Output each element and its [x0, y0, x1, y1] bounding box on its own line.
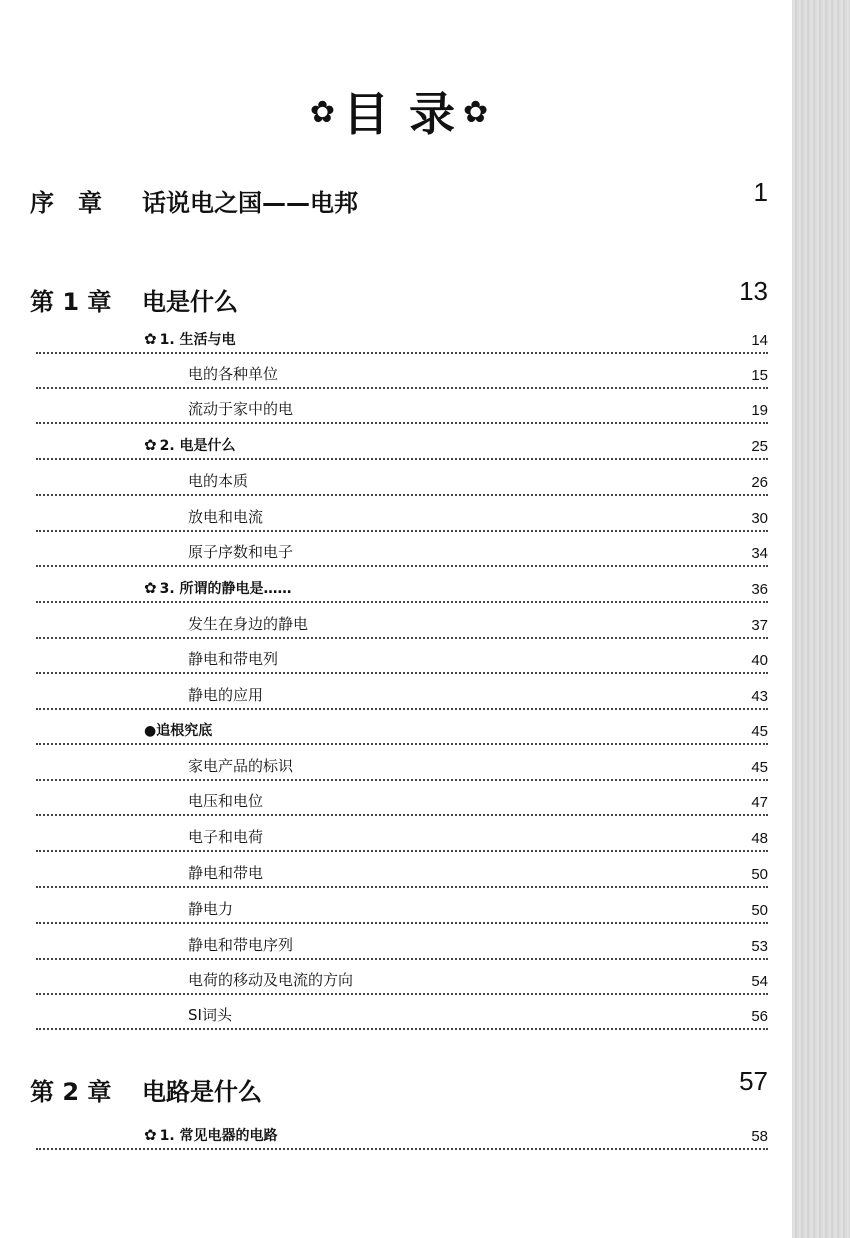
toc-item-title: 放电和电流	[188, 508, 264, 526]
toc-page-number: 34	[751, 545, 768, 562]
flower-icon: ✿	[144, 1126, 157, 1144]
toc-section[interactable]	[36, 713, 768, 745]
toc-item[interactable]	[36, 500, 768, 532]
chapter-page-number: 13	[739, 276, 768, 306]
toc-page-number: 50	[751, 902, 768, 919]
toc-page-number: 45	[751, 723, 768, 740]
toc-section-title: ✿ 1. 生活与电	[144, 330, 236, 348]
toc-page-number: 15	[751, 367, 768, 384]
toc-page-number: 36	[751, 581, 768, 598]
toc-item-title: 电子和电荷	[188, 828, 264, 846]
toc-section[interactable]	[36, 428, 768, 460]
chapter-title: 电是什么	[142, 288, 238, 316]
toc-item-title: 静电和带电列	[188, 650, 279, 668]
toc-section[interactable]	[36, 571, 768, 603]
chapter-heading-1[interactable]	[30, 276, 768, 322]
flower-icon: ✿	[463, 95, 491, 130]
toc-item-title: 静电和带电序列	[188, 936, 294, 954]
toc-page-number: 53	[751, 938, 768, 955]
toc-item-title: 电的本质	[188, 472, 249, 490]
chapter-number: 序 章	[30, 189, 102, 217]
toc-item[interactable]	[36, 892, 768, 924]
toc-item[interactable]	[36, 535, 768, 567]
toc-section-title: ✿ 1. 常见电器的电路	[144, 1126, 278, 1144]
toc-item[interactable]	[36, 357, 768, 389]
toc-page-number: 37	[751, 617, 768, 634]
toc-section-title: ✿ 3. 所谓的静电是……	[144, 579, 292, 597]
chapter-title: 话说电之国——电邦	[142, 189, 358, 217]
toc-section-title: ✿ 2. 电是什么	[144, 436, 236, 454]
toc-item[interactable]	[36, 820, 768, 852]
toc-item[interactable]	[36, 963, 768, 995]
toc-item-title: 电的各种单位	[188, 365, 279, 383]
toc-item-title: 家电产品的标识	[188, 757, 294, 775]
toc-item[interactable]	[36, 464, 768, 496]
toc-page-number: 26	[751, 474, 768, 491]
chapter-number: 第 2 章	[30, 1078, 112, 1106]
toc-item-title: 发生在身边的静电	[188, 615, 309, 633]
flower-icon: ✿	[144, 330, 157, 348]
toc-section[interactable]	[36, 1118, 768, 1150]
toc-page-number: 54	[751, 973, 768, 990]
page-title	[0, 78, 800, 144]
toc-item-title: 流动于家中的电	[188, 400, 294, 418]
chapter-title: 电路是什么	[142, 1078, 262, 1106]
toc-page-number: 50	[751, 866, 768, 883]
chapter-page-number: 57	[739, 1066, 768, 1096]
toc-item[interactable]	[36, 678, 768, 710]
toc-item-title: 静电的应用	[188, 686, 264, 704]
toc-page-number: 45	[751, 759, 768, 776]
toc-page-number: 58	[751, 1128, 768, 1145]
chapter-number: 第 1 章	[30, 288, 112, 316]
toc-item[interactable]	[36, 856, 768, 888]
toc-item-title: 原子序数和电子	[188, 543, 294, 561]
toc-item-title: 电荷的移动及电流的方向	[188, 971, 354, 989]
toc-page-number: 40	[751, 652, 768, 669]
chapter-heading-2[interactable]	[30, 1066, 768, 1112]
toc-item[interactable]	[36, 607, 768, 639]
toc-item-title: SI词头	[188, 1006, 232, 1024]
toc-section[interactable]	[36, 322, 768, 354]
toc-item[interactable]	[36, 642, 768, 674]
toc-page-number: 30	[751, 510, 768, 527]
toc-item-title: 静电和带电	[188, 864, 264, 882]
toc-page-number: 14	[751, 332, 768, 349]
toc-section-title: ●追根究底	[144, 723, 213, 739]
toc-item[interactable]	[36, 392, 768, 424]
title-text: 目 录	[342, 87, 457, 141]
toc-page-number: 43	[751, 688, 768, 705]
flower-icon: ✿	[309, 95, 337, 130]
toc-item[interactable]	[36, 749, 768, 781]
toc-page-number: 48	[751, 830, 768, 847]
toc-item[interactable]	[36, 998, 768, 1030]
toc-page-number: 56	[751, 1008, 768, 1025]
flower-icon: ✿	[144, 436, 157, 454]
toc-page-number: 47	[751, 794, 768, 811]
chapter-heading-prologue[interactable]	[30, 177, 768, 223]
toc-item-title: 静电力	[188, 900, 234, 918]
toc-item[interactable]	[36, 928, 768, 960]
toc-item-title: 电压和电位	[188, 792, 264, 810]
toc-item[interactable]	[36, 784, 768, 816]
toc-page-number: 19	[751, 402, 768, 419]
page-edge	[792, 0, 850, 1238]
flower-icon: ✿	[144, 579, 157, 597]
chapter-page-number: 1	[753, 177, 768, 207]
toc-page-number: 25	[751, 438, 768, 455]
